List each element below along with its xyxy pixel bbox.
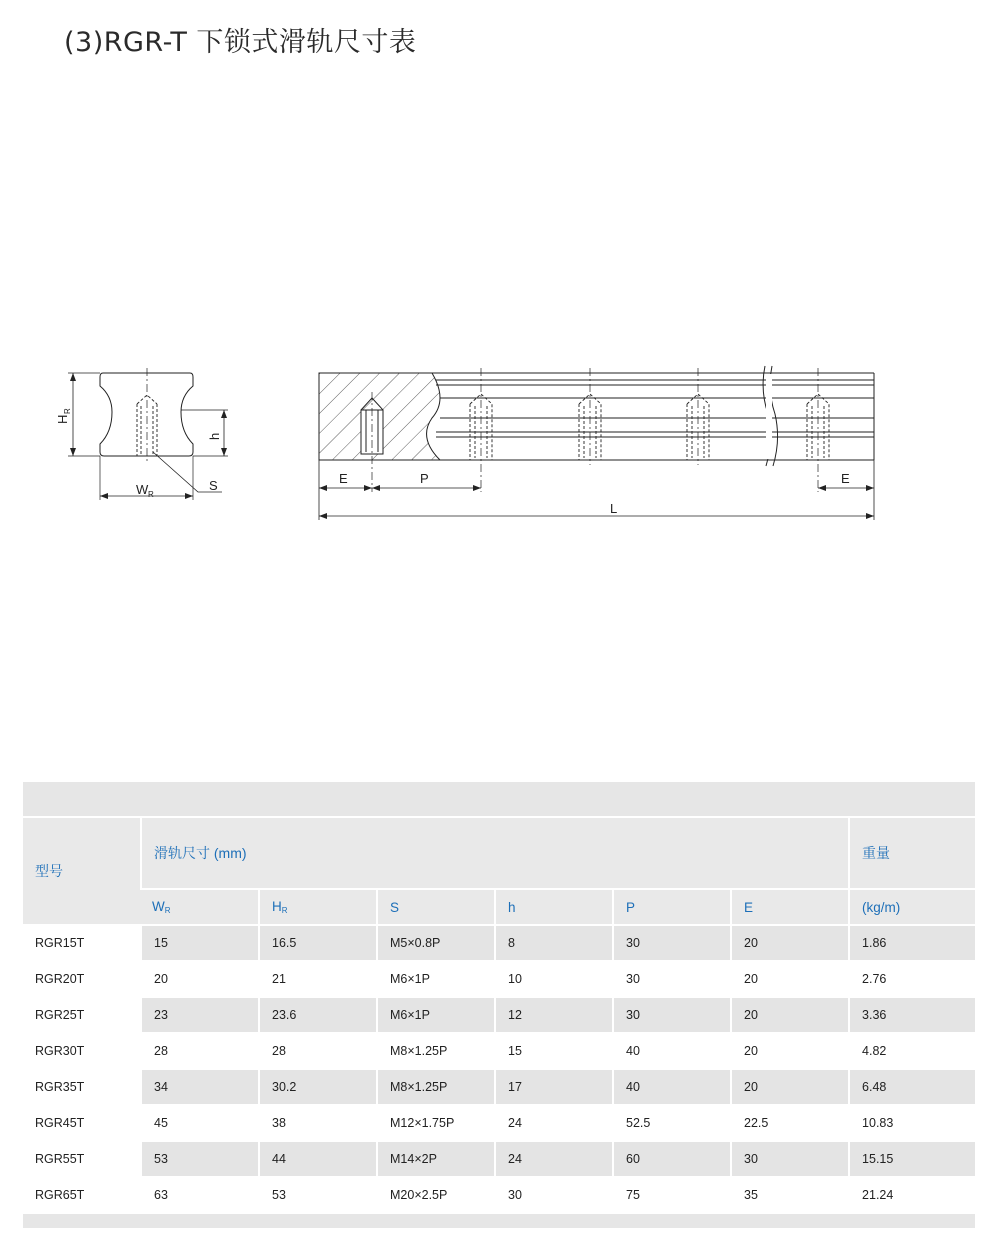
col-header-s: S xyxy=(376,888,494,924)
rail-technical-drawing xyxy=(0,0,1000,560)
col-header-wr: $W_R$ xyxy=(140,888,258,924)
table-row: RGR30T 28 28 M8×1.25P 15 40 20 4.82 xyxy=(23,1032,975,1068)
wr-label-sub: R xyxy=(148,490,154,499)
e-left-label: E xyxy=(339,471,348,486)
rail-dimensions-header: 滑轨尺寸 (mm) xyxy=(140,816,848,888)
table-row: RGR15T 15 16.5 M5×0.8P 8 30 20 1.86 xyxy=(23,924,975,960)
model-header: 型号 xyxy=(23,816,140,924)
col-header-weight-unit: (kg/m) xyxy=(848,888,975,924)
cross-section-arrows xyxy=(70,373,227,499)
table-row: RGR65T 63 53 M20×2.5P 30 75 35 21.24 xyxy=(23,1176,975,1212)
break-gap xyxy=(766,374,772,459)
weight-header: 重量 xyxy=(848,816,975,888)
e-right-label: E xyxy=(841,471,850,486)
h-label: h xyxy=(207,432,222,440)
page-title: (3)RGR-T 下锁式滑轨尺寸表 xyxy=(64,27,417,58)
col-header-e: E xyxy=(730,888,848,924)
table-body xyxy=(23,924,975,1212)
l-label: L xyxy=(610,501,618,516)
wr-label: W xyxy=(136,482,149,497)
s-label: S xyxy=(209,478,218,493)
hr-label: H xyxy=(55,414,70,424)
p-label: P xyxy=(420,471,429,486)
rail-cross-section xyxy=(68,368,228,500)
table-row: RGR55T 53 44 M14×2P 24 60 30 15.15 xyxy=(23,1140,975,1176)
rail-side-view xyxy=(319,366,874,492)
table-row: RGR20T 20 21 M6×1P 10 30 20 2.76 xyxy=(23,960,975,996)
side-view-dimensions xyxy=(319,460,874,520)
col-header-hr: $H_R$ xyxy=(258,888,376,924)
col-header-h: h xyxy=(494,888,612,924)
table-row: RGR45T 45 38 M12×1.75P 24 52.5 22.5 10.83 xyxy=(23,1104,975,1140)
table-bottom-band xyxy=(23,1214,975,1228)
col-header-p: P xyxy=(612,888,730,924)
side-view-arrows xyxy=(319,485,874,519)
dimension-table xyxy=(23,782,975,1228)
table-row: RGR35T 34 30.2 M8×1.25P 17 40 20 6.48 xyxy=(23,1068,975,1104)
hr-label-sub: R xyxy=(63,408,72,414)
table-row: RGR25T 23 23.6 M6×1P 12 30 20 3.36 xyxy=(23,996,975,1032)
table-top-band xyxy=(23,782,975,816)
